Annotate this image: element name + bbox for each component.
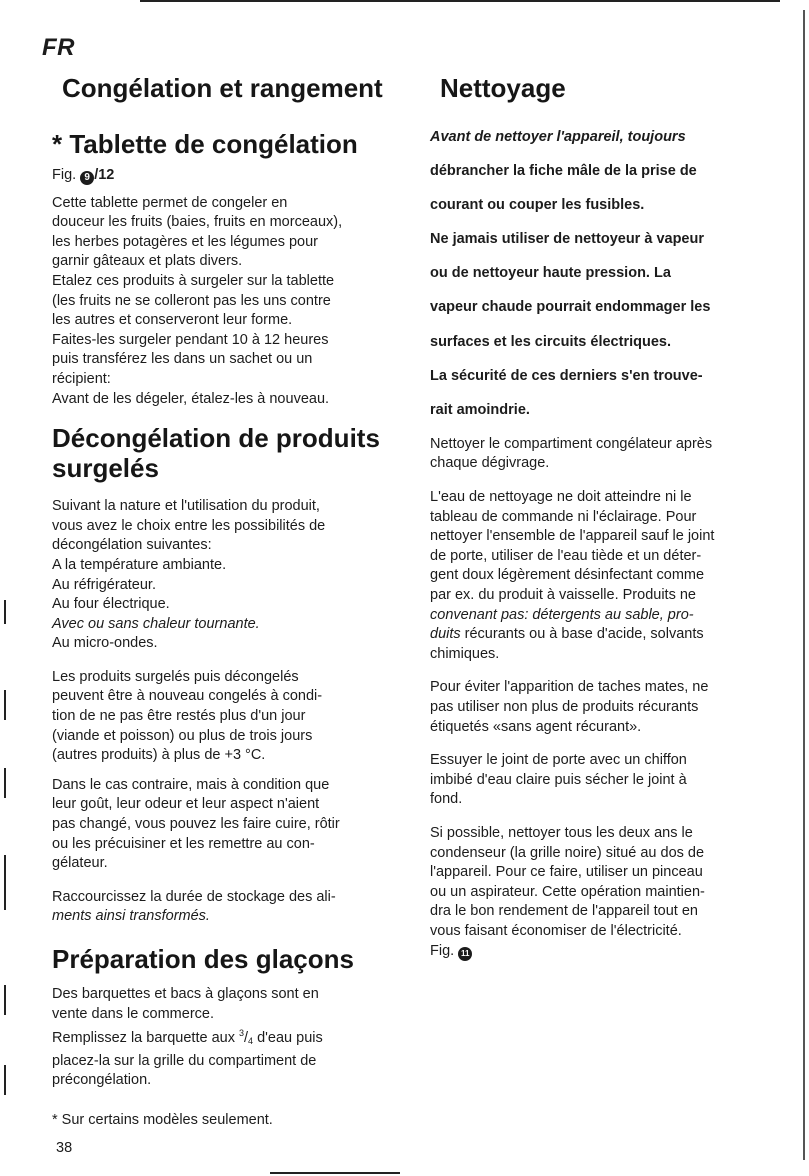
text-line: Cette tablette permet de congeler en bbox=[52, 194, 288, 211]
scan-line-left-5 bbox=[4, 985, 6, 1015]
fraction-slash: / bbox=[244, 1030, 249, 1047]
contraire-text bbox=[52, 776, 392, 874]
text-line: décongélation suivantes: bbox=[52, 537, 212, 554]
text-line: Essuyer le joint de porte avec un chiffon bbox=[430, 752, 687, 769]
text-line: surfaces et les circuits électriques. bbox=[430, 333, 671, 350]
text-line: vente dans le commerce. bbox=[52, 1005, 214, 1022]
text-line-italic: Avec ou sans chaleur tournante. bbox=[52, 615, 260, 632]
text-line: Au micro-ondes. bbox=[52, 635, 158, 652]
text-span: d'eau puis bbox=[253, 1030, 323, 1047]
text-line: par ex. du produit à vaisselle. Produits ne bbox=[430, 587, 696, 603]
scan-line-left-3 bbox=[4, 768, 6, 798]
text-line: ou de nettoyeur haute pression. La bbox=[430, 265, 671, 282]
text-line: pas utiliser non plus de produits récurants bbox=[430, 698, 699, 715]
text-span-italic: duits bbox=[430, 626, 461, 643]
text-line: tion de ne pas être restés plus d'un jour bbox=[52, 708, 306, 725]
condenseur bbox=[430, 824, 770, 961]
text-span: récurants ou à base d'acide, solvants bbox=[460, 626, 704, 643]
scan-line-right bbox=[803, 10, 805, 1160]
fraction-denominator: 4 bbox=[248, 1036, 254, 1047]
text-line: puis transférez les dans un sachet ou un bbox=[52, 351, 313, 368]
page-number: 38 bbox=[56, 1140, 73, 1156]
text-line: chimiques. bbox=[430, 645, 500, 662]
text-line: Ne jamais utiliser de nettoyeur à vapeur bbox=[430, 231, 704, 248]
fig-ref-tablette bbox=[52, 166, 392, 186]
text-line: les herbes potagères et les légumes pour bbox=[52, 233, 318, 250]
text-line: vous avez le choix entre les possibilités de bbox=[52, 517, 326, 534]
scan-line-left-2 bbox=[4, 690, 6, 720]
heading-tablette: * Tablette de congélation bbox=[52, 129, 358, 159]
text-line: Dans le cas contraire, mais à condition que bbox=[52, 776, 330, 793]
tablette-text bbox=[52, 194, 392, 410]
scan-line-left-1 bbox=[4, 600, 6, 624]
joint-porte bbox=[430, 751, 770, 810]
text-line: de porte, utiliser de l'eau tiède et un déter- bbox=[430, 547, 702, 564]
text-line: imbibé d'eau claire puis sécher le joint à bbox=[430, 771, 687, 788]
circled-number-icon: 11 bbox=[458, 947, 472, 961]
recongelation-text bbox=[52, 668, 392, 766]
text-line: A la température ambiante. bbox=[52, 556, 227, 573]
text-line: Suivant la nature et l'utilisation du produit, bbox=[52, 498, 320, 515]
fig-ref-condenseur bbox=[430, 942, 770, 962]
text-line: Etalez ces produits à surgeler sur la tablette bbox=[52, 272, 335, 289]
text-line: étiquetés «sans agent récurant». bbox=[430, 718, 642, 735]
text-line: Avant de les dégeler, étalez-les à nouveau. bbox=[52, 390, 330, 407]
text-line: tableau de commande ni l'éclairage. Pour bbox=[430, 508, 697, 525]
left-column bbox=[52, 72, 392, 1091]
text-line: dra le bon rendement de l'appareil tout en bbox=[430, 903, 698, 920]
heading-glacons: Préparation des glaçons bbox=[52, 944, 354, 974]
heading-decongelation bbox=[52, 423, 392, 483]
fraction-numerator: 3 bbox=[239, 1028, 245, 1039]
text-line: gélateur. bbox=[52, 855, 108, 872]
fig-label: Fig. bbox=[52, 167, 81, 183]
text-line: Pour éviter l'apparition de taches mates, ne bbox=[430, 679, 709, 696]
scan-line-bottom bbox=[270, 1172, 400, 1174]
text-line: pas changé, vous pouvez les faire cuire, rôtir bbox=[52, 816, 340, 833]
text-line: (autres produits) à plus de +3 °C. bbox=[52, 747, 266, 764]
text-line: fond. bbox=[430, 791, 463, 808]
heading-line: surgelés bbox=[52, 453, 159, 484]
language-label: FR bbox=[42, 34, 75, 61]
text-line: débrancher la fiche mâle de la prise de bbox=[430, 163, 697, 180]
glacons-text bbox=[52, 985, 392, 1091]
text-line: (viande et poisson) ou plus de trois jours bbox=[52, 727, 313, 744]
taches-mates bbox=[430, 678, 770, 737]
circled-number-icon: 9 bbox=[80, 171, 94, 185]
heading-nettoyage: Nettoyage bbox=[440, 73, 566, 103]
text-line: les autres et conserveront leur forme. bbox=[52, 312, 293, 329]
decongelation-options bbox=[52, 497, 392, 654]
text-line: Des barquettes et bacs à glaçons sont en bbox=[52, 986, 319, 1002]
text-line: gent doux légèrement désinfectant comme bbox=[430, 567, 705, 584]
text-line: condenseur (la grille noire) situé au dos de bbox=[430, 844, 705, 861]
text-line: ou un aspirateur. Cette opération maintien- bbox=[430, 883, 705, 900]
text-line: L'eau de nettoyage ne doit atteindre ni le bbox=[430, 489, 692, 506]
scan-line-left-6 bbox=[4, 1065, 6, 1095]
text-line: Faites-les surgeler pendant 10 à 12 heures bbox=[52, 331, 329, 348]
text-line: Raccourcissez la durée de stockage des ali- bbox=[52, 888, 336, 905]
text-line: nettoyer l'ensemble de l'appareil sauf le joint bbox=[430, 528, 715, 545]
text-line: chaque dégivrage. bbox=[430, 455, 550, 472]
fig-suffix: /12 bbox=[94, 167, 115, 183]
text-line: Au four électrique. bbox=[52, 596, 170, 613]
text-line-italic: convenant pas: détergents au sable, pro- bbox=[430, 606, 694, 623]
text-line-mixed bbox=[430, 625, 770, 645]
warning-security bbox=[430, 367, 770, 421]
text-line: vapeur chaude pourrait endommager les bbox=[430, 299, 711, 316]
text-line: garnir gâteaux et plats divers. bbox=[52, 253, 243, 270]
text-line: Nettoyer le compartiment congélateur après bbox=[430, 435, 713, 452]
text-line: peuvent être à nouveau congelés à condi- bbox=[52, 688, 323, 705]
text-span: Remplissez la barquette aux bbox=[52, 1030, 239, 1047]
text-line: courant ou couper les fusibles. bbox=[430, 197, 645, 214]
text-line: Les produits surgelés puis décongelés bbox=[52, 668, 299, 685]
text-line-fraction bbox=[52, 1024, 392, 1051]
text-line: l'appareil. Pour ce faire, utiliser un pinceau bbox=[430, 864, 703, 881]
fig-label: Fig. bbox=[430, 942, 459, 959]
eau-nettoyage bbox=[430, 488, 770, 664]
text-line: (les fruits ne se colleront pas les uns contre bbox=[52, 292, 331, 309]
text-line: précongélation. bbox=[52, 1072, 152, 1089]
heading-congelation: Congélation et rangement bbox=[62, 73, 383, 103]
text-line: Si possible, nettoyer tous les deux ans le bbox=[430, 824, 693, 841]
text-line: La sécurité de ces derniers s'en trouve- bbox=[430, 367, 703, 384]
text-line: placez-la sur la grille du compartiment de bbox=[52, 1052, 317, 1069]
warning-unplug bbox=[430, 128, 770, 216]
text-line: Au réfrigérateur. bbox=[52, 576, 156, 593]
nettoyer-compartiment bbox=[430, 435, 770, 474]
text-line-italic: ments ainsi transformés. bbox=[52, 908, 210, 925]
text-line: douceur les fruits (baies, fruits en morceaux), bbox=[52, 214, 343, 231]
text-line: vous faisant économiser de l'électricité. bbox=[430, 922, 682, 939]
scan-line-top bbox=[140, 0, 780, 2]
text-line: leur goût, leur odeur et leur aspect n'aient bbox=[52, 796, 320, 813]
text-line: ou les précuisiner et les remettre au con- bbox=[52, 835, 315, 852]
heading-line: Décongélation de produits bbox=[52, 423, 380, 454]
scan-line-left-4 bbox=[4, 855, 6, 910]
warning-steam bbox=[430, 230, 770, 352]
text-line: rait amoindrie. bbox=[430, 401, 530, 418]
footnote: * Sur certains modèles seulement. bbox=[52, 1112, 273, 1128]
text-line: Avant de nettoyer l'appareil, toujours bbox=[430, 129, 686, 145]
raccourcir-text bbox=[52, 888, 392, 927]
text-line: récipient: bbox=[52, 370, 111, 387]
right-column bbox=[430, 72, 770, 961]
